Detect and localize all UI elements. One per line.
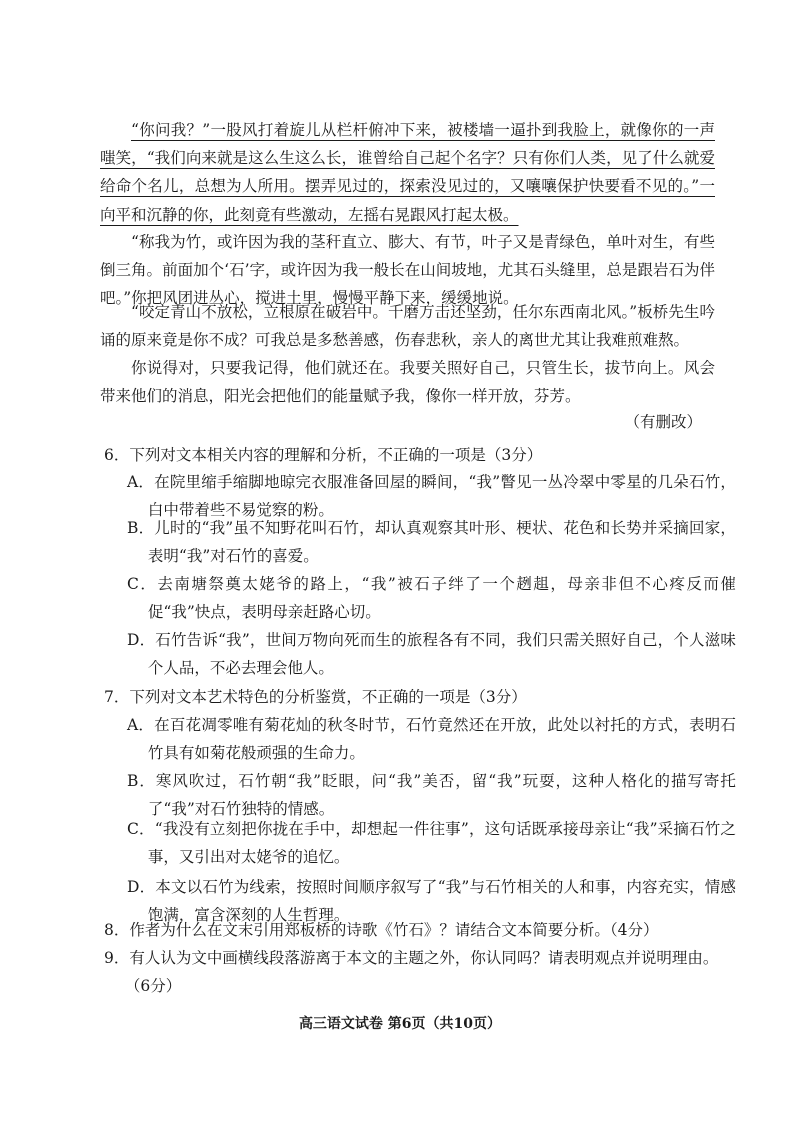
question-9: 9．有人认为文中画横线段落游离于本文的主题之外，你认同吗？请表明观点并说明理由。（6分） [104, 949, 719, 996]
question-6-option-a: A．在院里缩手缩脚地晾完衣服准备回屋的瞬间，“我”瞥见一丛冷翠中零星的几朵石竹，白中带着些不易觉察的粉。 [127, 473, 736, 520]
question-7-option-b: B．寒风吹过，石竹朝“我”眨眼，问“我”美否，留“我”玩耍，这种人格化的描写寄托了“我”对石竹独特的情感。 [127, 772, 736, 819]
question-6-option-c: C．去南塘祭奠太姥爷的路上，“我”被石子绊了一个趔趄，母亲非但不心疼反而催促“我”快点，表明母亲赶路心切。 [127, 575, 736, 622]
question-7-option-d: D．本文以石竹为线索，按照时间顺序叙写了“我”与石竹相关的人和事，内容充实，情感饱满，富含深刻的人生哲理。 [127, 878, 736, 925]
question-6-option-b: B．儿时的“我”虽不知野花叫石竹，却认真观察其叶形、梗状、花色和长势并采摘回家，表明“我”对石竹的喜爱。 [127, 519, 736, 566]
passage-paragraph: “称我为竹，或许因为我的茎秆直立、膨大、有节，叶子又是青绿色，单叶对生，有些倒三角。前面加个‘石’字，或许因为我一般长在山间坡地，尤其石头缝里，总是跟岩石为伴吧。”你把风团进丛心，搅进土里，慢慢平静下来，缓缓地说。 [100, 233, 715, 308]
question-6-option-d: D．石竹告诉“我”，世间万物向死而生的旅程各有不同，我们只需关照好自己，个人滋味个人品，不必去理会他人。 [127, 631, 736, 678]
passage-paragraph: “咬定青山不放松，立根原在破岩中。千磨万击还坚劲，任尔东西南北风。”板桥先生吟诵的原来竟是你不成？可我总是多愁善感，伤春悲秋，亲人的离世尤其让我难煎难熬。 [100, 303, 715, 350]
passage-paragraph-underlined: “你问我？”一股风打着旋儿从栏杆俯冲下来，被楼墙一逼扑到我脸上，就像你的一声嗤笑，“我们向来就是这么生这么长，谁曾给自己起个名字？只有你们人类，见了什么就爱给命个名儿，总想为人所用。摆弄见过的，探索没见过的，又嚷嚷保护快要看不见的。”一向平和沉静的你，此刻竟有些激动，左摇右晃跟风打起太极。 [100, 121, 715, 224]
question-7-stem: 7．下列对文本艺术特色的分析鉴赏，不正确的一项是（3分） [104, 688, 527, 706]
question-7-option-a: A．在百花凋零唯有菊花灿的秋冬时节，石竹竟然还在开放，此处以衬托的方式，表明石竹具有如菊花般顽强的生命力。 [127, 716, 736, 763]
passage-paragraph: 你说得对，只要我记得，他们就还在。我要关照好自己，只管生长，拔节向上。风会带来他们的消息，阳光会把他们的能量赋予我，像你一样开放，芬芳。 [100, 359, 715, 406]
source-note: （有删改） [624, 413, 702, 431]
question-7-option-c: C．“我没有立刻把你拢在手中，却想起一件往事”，这句话既承接母亲让“我”采摘石竹之事，又引出对太姥爷的追忆。 [127, 820, 736, 867]
question-8: 8．作者为什么在文末引用郑板桥的诗歌《竹石》？请结合文本简要分析。（4分） [104, 921, 659, 939]
page-footer: 高三语文试卷 第6页（共10页） [298, 1016, 502, 1032]
question-6-stem: 6．下列对文本相关内容的理解和分析，不正确的一项是（3分） [104, 446, 543, 464]
